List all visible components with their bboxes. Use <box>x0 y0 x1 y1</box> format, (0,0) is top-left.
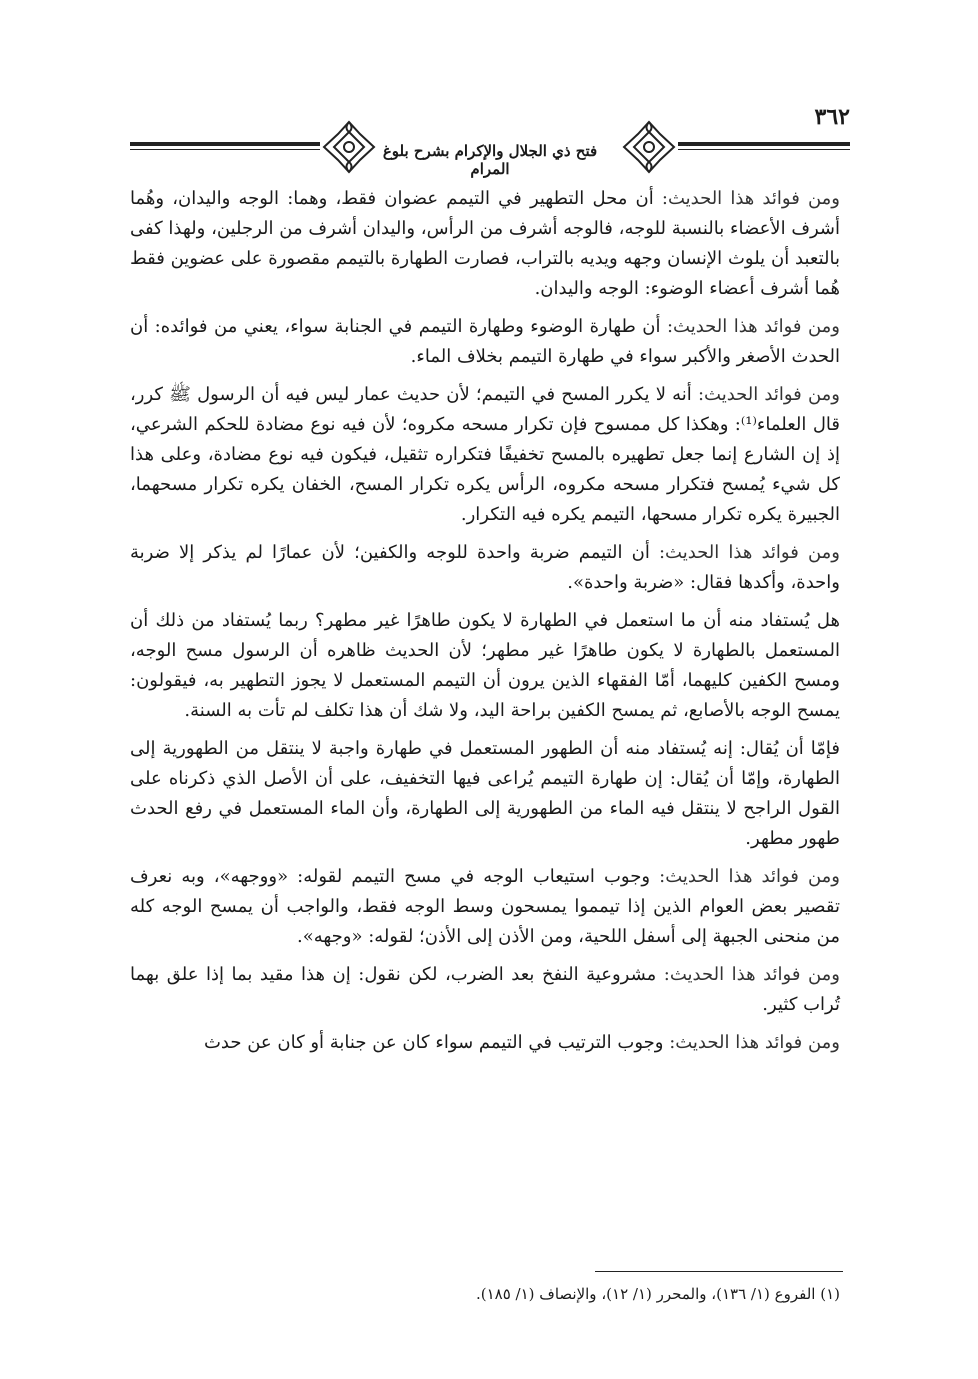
paragraph-lead: ومن فوائد هذا الحديث: <box>659 866 840 887</box>
paragraph-text: وجوب استيعاب الوجه في مسح التيمم لقوله: «ووجهه»، وبه نعرف تقصير بعض العوام الذين إذا تيمموا يمسحون وسط الوجه فقط، والواجب أن يمسح الوجه كله من منحنى الجبهة إلى أسفل اللحية، ومن الأذن إلى الأذن؛ لقوله: «وجهه». <box>130 866 840 947</box>
header-rule-left <box>130 142 320 146</box>
paragraph-text: أن طهارة الوضوء وطهارة التيمم في الجنابة سواء، يعني من فوائده: أن الحدث الأصغر والأكبر سواء في طهارة التيمم بخلاف الماء. <box>130 316 840 367</box>
footnote-separator <box>595 1271 843 1272</box>
book-title: فتح ذي الجلال والإكرام بشرح بلوغ المرام <box>382 142 598 178</box>
paragraph <box>130 606 840 726</box>
paragraph-lead: ومن فوائد هذا الحديث: <box>669 1032 840 1053</box>
paragraph-lead: ومن فوائد هذا الحديث: <box>658 542 840 563</box>
paragraph <box>130 312 840 372</box>
paragraph-text: مشروعية النفخ بعد الضرب، لكن نقول: إن هذا مقيد بما إذا علق بهما تُراب كثير. <box>130 964 840 1015</box>
paragraph-text: أن التيمم ضربة واحدة للوجه والكفين؛ لأن عمارًا لم يذكر إلا ضربة واحدة، وأكدها فقال: «ضربة واحدة». <box>130 542 840 593</box>
paragraph <box>130 862 840 952</box>
paragraph <box>130 184 840 304</box>
paragraph <box>130 1028 840 1058</box>
page-number: ٣٦٢ <box>814 104 850 130</box>
paragraph <box>130 380 840 530</box>
ornament-right-icon <box>620 118 678 176</box>
paragraph-text: وجوب الترتيب في التيمم سواء كان عن جنابة أو كان عن حدث <box>203 1032 670 1053</box>
page-header <box>130 104 850 178</box>
footnote: (١) الفروع (١/ ١٣٦)، والمحرر (١/ ١٢)، والإنصاف (١/ ١٨٥). <box>475 1285 840 1303</box>
header-rule-right <box>678 142 850 146</box>
paragraph <box>130 538 840 598</box>
paragraph <box>130 960 840 1020</box>
paragraph-text: هل يُستفاد منه أن ما استعمل في الطهارة لا يكون طاهرًا غير مطهر؟ ربما يُستفاد من ذلك أن المستعمل بالطهارة لا يكون طاهرًا غير مطهر؛ لأن الحديث ظاهره أن الرسول مسح الوجه، ومسح الكفين كليهما، أمّا الفقهاء الذين يرون أن التيمم المستعمل لا يجوز التطهير به، فيقولون: يمسح الوجه بالأصابع، ثم يمسح الكفين براحة اليد، ولا شك أن هذا تكلف لم تأت به السنة. <box>130 610 840 721</box>
paragraph-lead: ومن فوائد هذا الحديث: <box>666 316 840 337</box>
paragraph-lead: ومن فوائد الحديث: <box>697 384 840 405</box>
paragraph-lead: ومن فوائد هذا الحديث: <box>663 964 841 985</box>
paragraph-text: أنه لا يكرر المسح في التيمم؛ لأن حديث عمار ليس فيه أن الرسول ﷺ كرر، قال العلماء⁽¹⁾: وهكذا كل ممسوح فإن تكرار مسحه مكروه؛ لأن فيه نوع مضادة للحكم الشرعي، إذ إن الشارع إنما جعل تطهيره بالمسح تخفيفًا فتكراره تثقيل، فيكون فيه نوع مضادة، وعلى هذا كل شيء يُمسح فتكرار مسحه مكروه، الرأس يكره تكرار المسح، الخفان يكره تكرار مسحهما، الجبيرة يكره تكرار مسحها، التيمم يكره فيه التكرار. <box>130 384 840 525</box>
paragraph <box>130 734 840 854</box>
paragraph-text: أن محل التطهير في التيمم عضوان فقط، وهما: الوجه واليدان، وهُما أشرف الأعضاء بالنسبة للوجه، فالوجه أشرف من الرأس، واليدان أشرف من الرجلين، ولهذا كفى بالتعبد أن يلوث الإنسان وجهه ويديه بالتراب، فصارت الطهارة بالتيمم مقصورة على عضوين فقط هُما أشرف أعضاء الوضوء: الوجه واليدان. <box>130 188 840 299</box>
paragraph-text: فإمّا أن يُقال: إنه يُستفاد منه أن الطهور المستعمل في طهارة واجبة لا ينتقل من الطهورية إلى الطهارة، وإمّا أن يُقال: إن طهارة التيمم يُراعى فيها التخفيف، على أن الأصل الذي ذكرناه على القول الراجح لا ينتقل فيه الماء من الطهورية إلى الطهارة، وأن الماء المستعمل في رفع الحدث طهور مطهر. <box>130 738 840 849</box>
header-rule-left-thin <box>130 149 320 150</box>
page-body <box>130 184 840 1066</box>
paragraph-lead: ومن فوائد هذا الحديث: <box>661 188 840 209</box>
header-rule-right-thin <box>678 149 850 150</box>
